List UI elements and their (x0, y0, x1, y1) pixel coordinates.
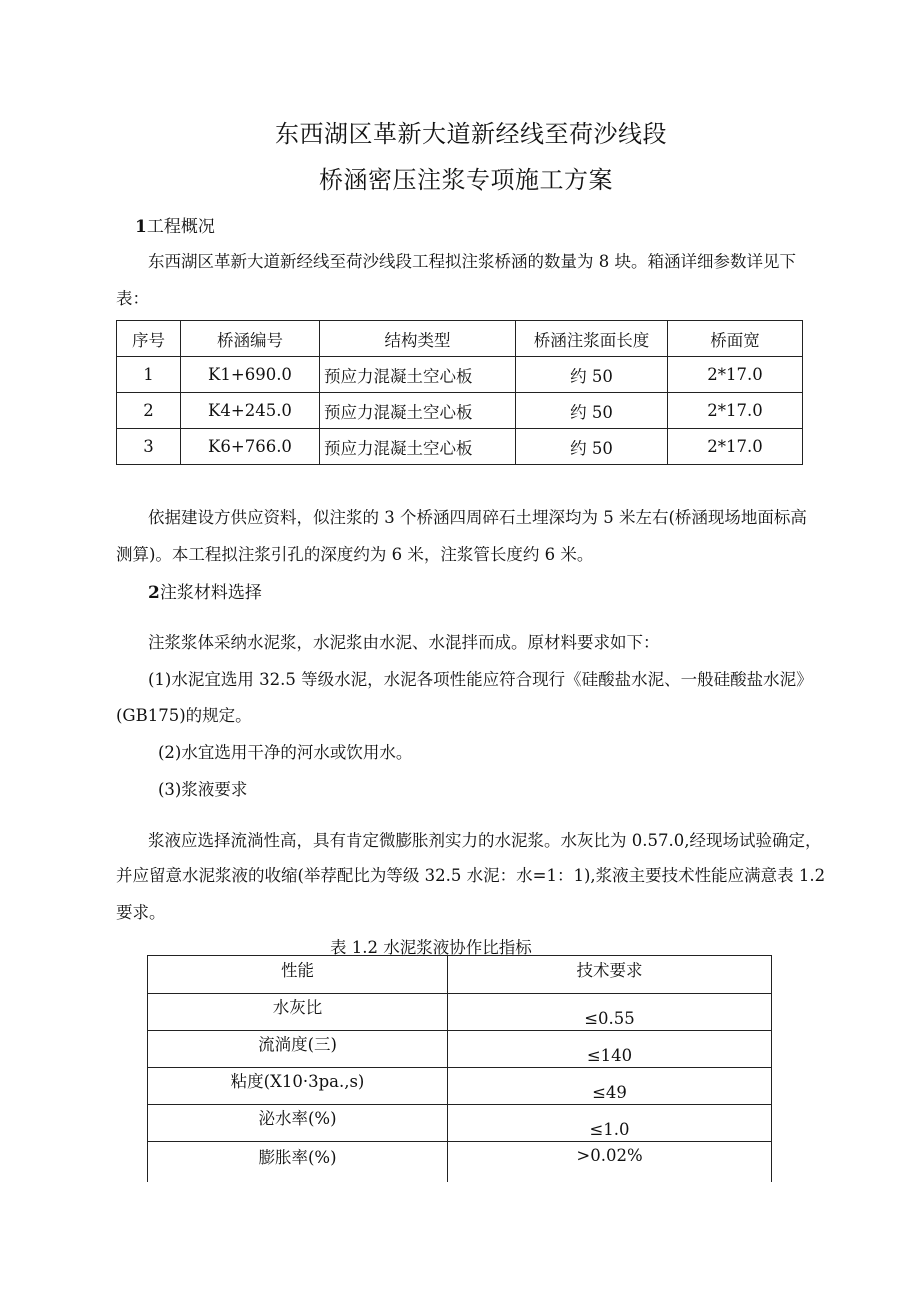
table-cell: 膨胀率(%) (258, 1147, 337, 1167)
table-cell: K6+766.0 (181, 429, 320, 465)
table-cell: 预应力混凝土空心板 (320, 429, 516, 465)
table-row (148, 1031, 772, 1068)
table-row (148, 1068, 772, 1105)
table-row (117, 429, 803, 465)
section-1-paragraph-1-line-2: 表： (116, 289, 149, 308)
section-2-item-2: (2)水宜选用干净的河水或饮用水。 (158, 743, 413, 762)
section-1-title: 工程概况 (146, 217, 215, 237)
table-cell: 3 (117, 429, 181, 465)
section-2-title: 注浆材料选择 (159, 583, 262, 603)
table-header-cell: 技术要求 (576, 960, 643, 980)
section-2-paragraph-3-line-3: 要求。 (116, 903, 166, 922)
table-row (117, 393, 803, 429)
section-2-number: 2 (148, 583, 160, 603)
table-cell: >0.02% (576, 1146, 643, 1166)
table-row (117, 357, 803, 393)
table-header-cell: 桥涵编号 (181, 321, 320, 357)
table-cell: 2*17.0 (668, 393, 803, 429)
table-header-row (117, 321, 803, 357)
section-1-number: 1 (135, 217, 147, 237)
section-2-paragraph-3-line-2: 并应留意水泥浆液的收缩(举荐配比为等级 32.5 水泥：水=1：1),浆液主要技术性能应满意表 1.2 (116, 866, 826, 885)
table-caption: 表 1.2 水泥浆液协作比指标 (330, 938, 532, 957)
table-cell: 粘度(X10·3pa.,s) (230, 1072, 365, 1091)
table-cell: K4+245.0 (181, 393, 320, 429)
table-cell: ≤140 (586, 1045, 633, 1065)
section-1-paragraph-2-line-2: 测算)。本工程拟注浆引孔的深度约为 6 米，注浆管长度约 6 米。 (116, 545, 594, 564)
section-1-heading (135, 212, 215, 237)
table-cell: 约 50 (516, 393, 668, 429)
table-cell: 2*17.0 (668, 357, 803, 393)
table-cell: 1 (117, 357, 181, 393)
table-cell: 流淌度(三) (258, 1035, 337, 1054)
table-row (148, 1105, 772, 1142)
table-header-cell: 桥涵注浆面长度 (516, 321, 668, 357)
bridge-culvert-table (116, 320, 803, 465)
table-row (148, 994, 772, 1031)
table-header-cell: 结构类型 (320, 321, 516, 357)
section-2-item-1-line-1: (1)水泥宜选用 32.5 等级水泥，水泥各项性能应符合现行《硅酸盐水泥、一般硅酸盐水泥》 (148, 670, 813, 689)
grout-mix-ratio-table (147, 955, 772, 1182)
section-1-paragraph-1-line-1: 东西湖区革新大道新经线至荷沙线段工程拟注浆桥涵的数量为 8 块。箱涵详细参数详见下 (148, 252, 796, 271)
table-cell: 预应力混凝土空心板 (320, 393, 516, 429)
table-header-cell: 性能 (281, 960, 314, 980)
section-2-item-1-line-2: (GB175)的规定。 (116, 706, 252, 725)
table-cell: ≤1.0 (589, 1119, 630, 1139)
table-cell: 泌水率(%) (258, 1109, 337, 1128)
section-2-intro: 注浆浆体采纳水泥浆，水泥浆由水泥、水混拌而成。原材料要求如下： (148, 633, 660, 652)
table-header-cell: 桥面宽 (668, 321, 803, 357)
table-cell: ≤49 (592, 1082, 627, 1102)
title-line-1: 东西湖区革新大道新经线至荷沙线段 (275, 120, 667, 148)
section-2-heading (148, 578, 262, 603)
table-row (148, 1142, 772, 1182)
table-cell: 2 (117, 393, 181, 429)
title-line-2: 桥涵密压注浆专项施工方案 (319, 166, 613, 194)
section-1-paragraph-2-line-1: 依据建设方供应资料，似注浆的 3 个桥涵四周碎石土埋深均为 5 米左右(桥涵现场地面标高 (148, 508, 807, 527)
table-cell: 预应力混凝土空心板 (320, 357, 516, 393)
section-2-paragraph-3-line-1: 浆液应选择流淌性高，具有肯定微膨胀剂实力的水泥浆。水灰比为 0.57.0,经现场试验确定， (148, 831, 822, 850)
table-header-cell: 序号 (117, 321, 181, 357)
table-cell: ≤0.55 (584, 1008, 635, 1028)
table-cell: 约 50 (516, 429, 668, 465)
table-cell: 水灰比 (272, 998, 323, 1017)
table-header-row (148, 956, 772, 994)
table-cell: K1+690.0 (181, 357, 320, 393)
section-2-item-3: (3)浆液要求 (158, 780, 248, 799)
table-cell: 2*17.0 (668, 429, 803, 465)
table-cell: 约 50 (516, 357, 668, 393)
